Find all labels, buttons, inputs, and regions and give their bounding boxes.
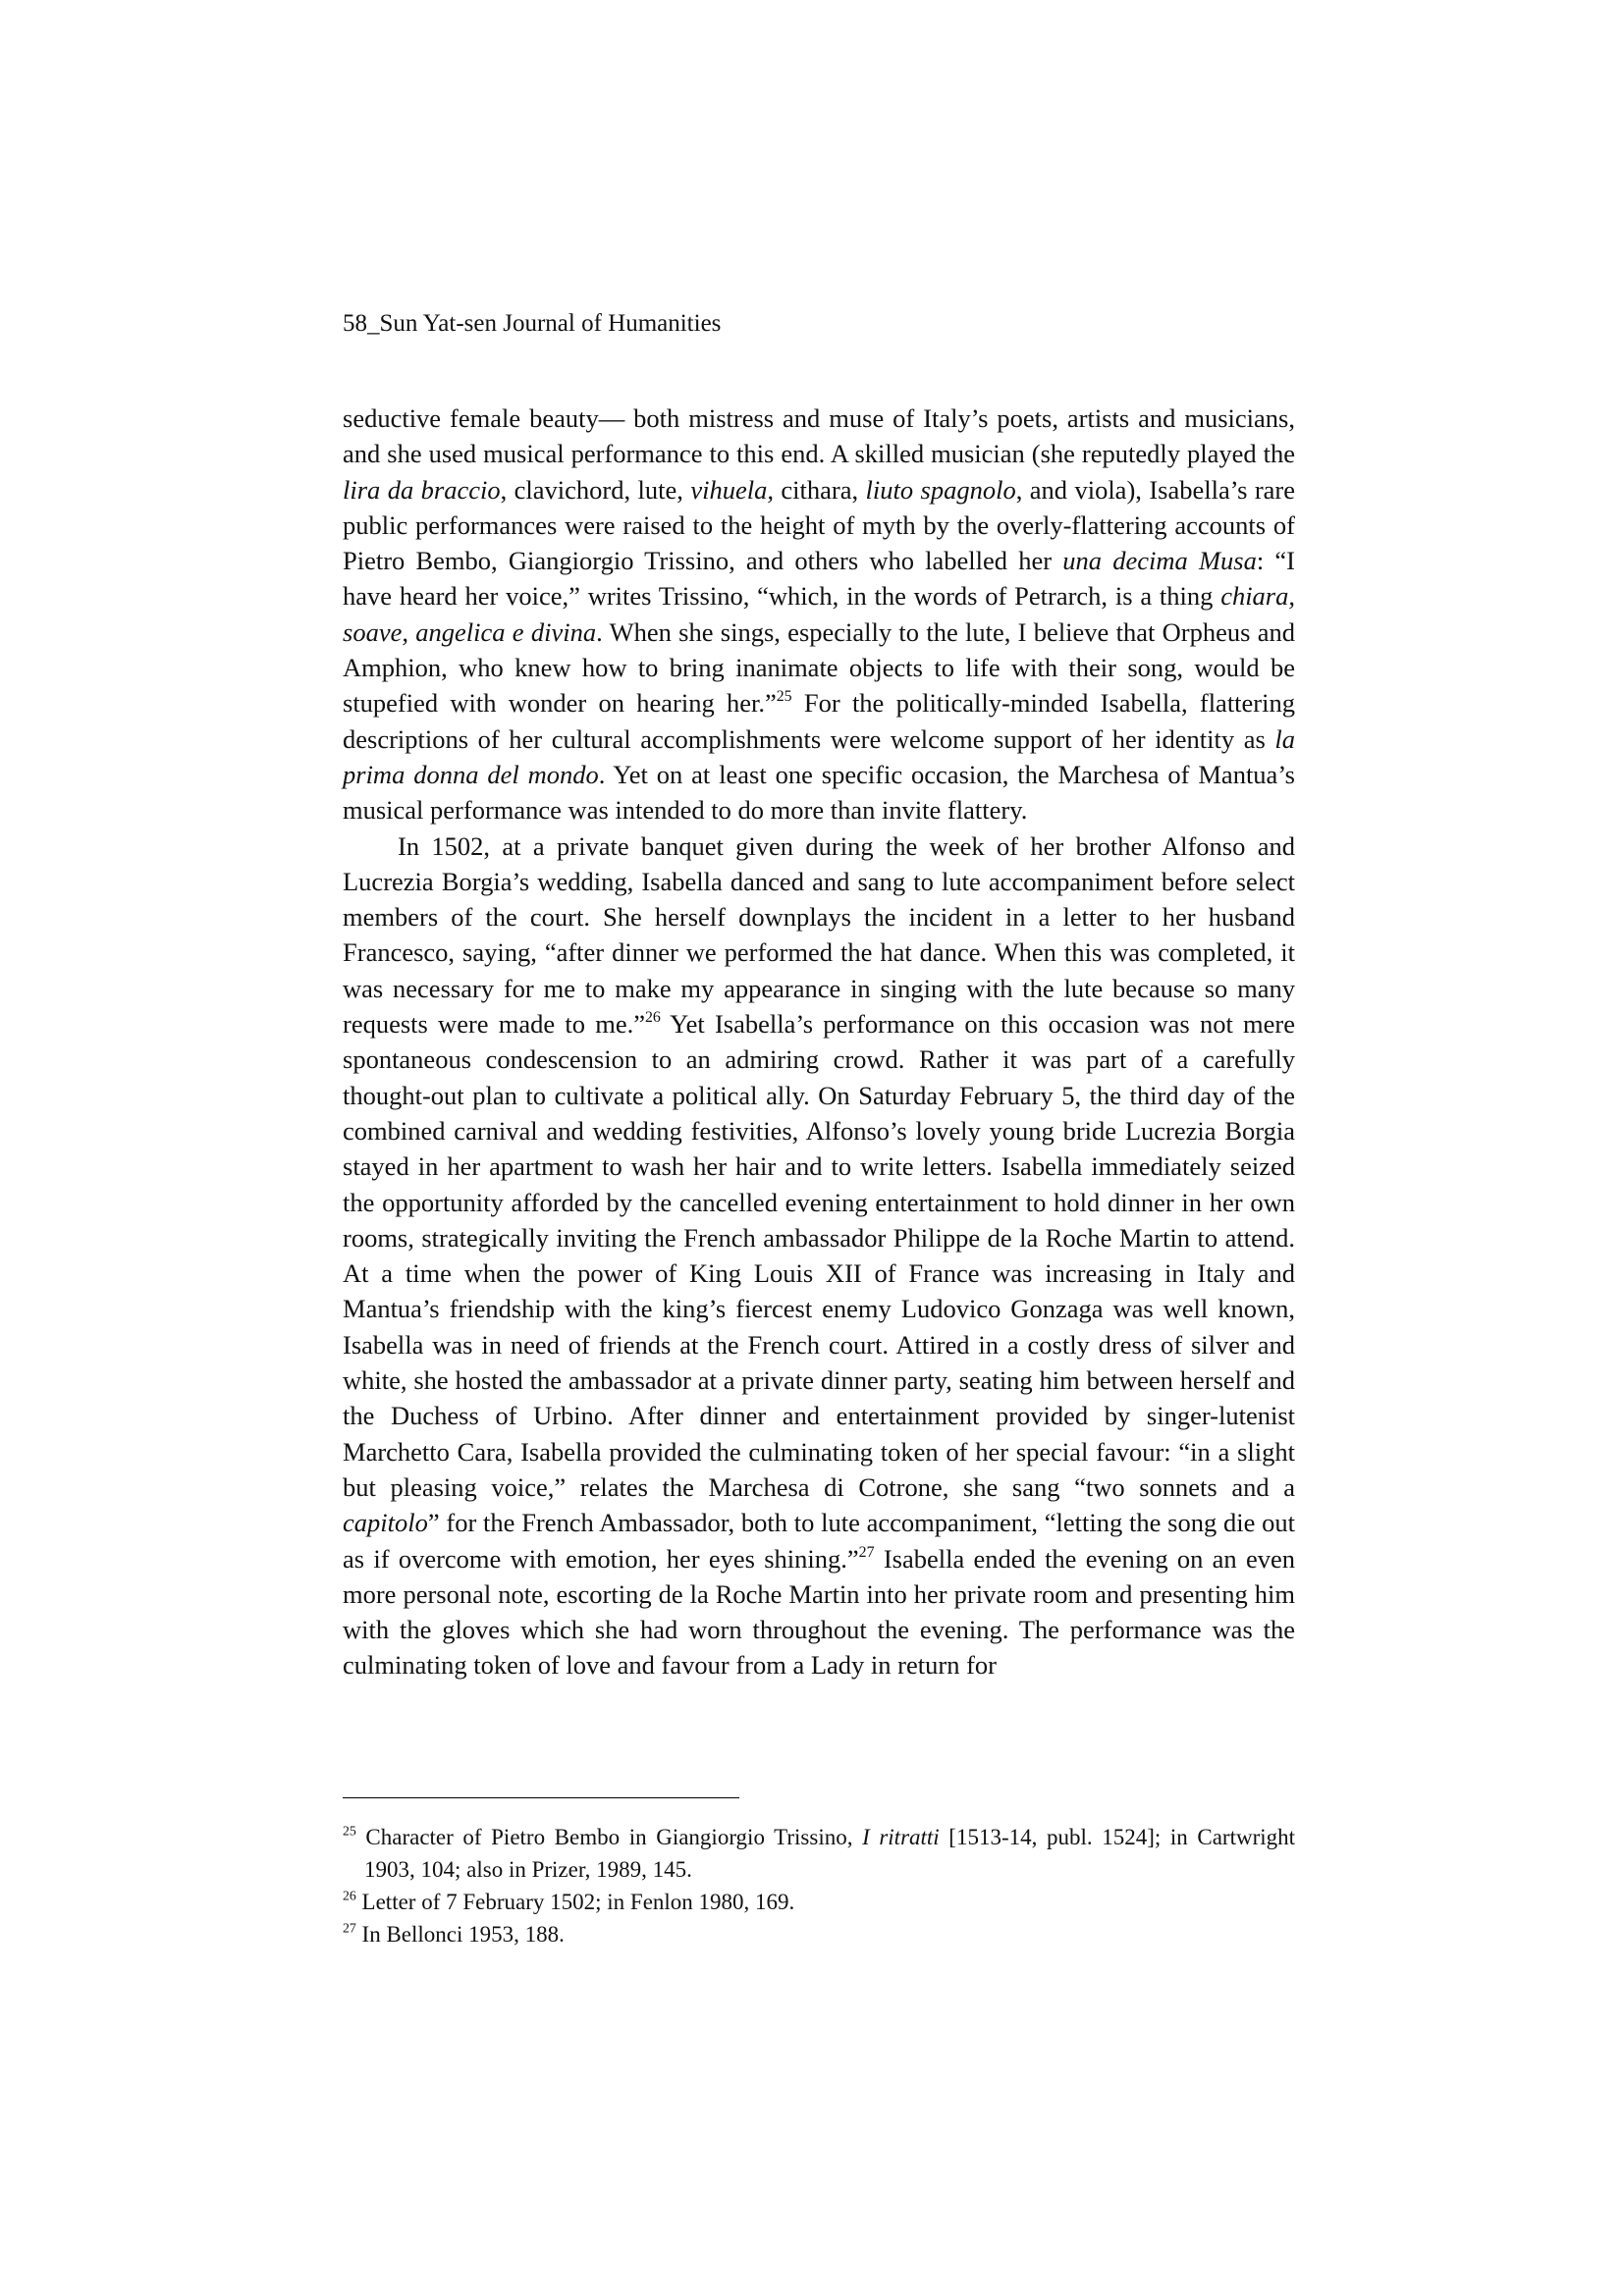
text-run: Isabella ended the evening on an even more personal note, escorting de la Roche Martin into her private room and presenting him with the gloves which she had worn throughout the evening. The performance was the culminating token of love and favour from a Lady in return for: [343, 1543, 1295, 1681]
footnote-ref: 25: [776, 688, 792, 706]
italic-run: capitolo: [343, 1508, 428, 1538]
footnote-separator: [343, 1797, 739, 1798]
paragraph: [343, 400, 1295, 828]
text-run: . Yet on at least one specific occasion, the Marchesa of Mantua’s musical performance was intended to do more than invite flattery.: [343, 759, 1295, 826]
text-run: For the politically-minded Isabella, flattering descriptions of her cultural accomplishments were welcome support of her identity as: [343, 688, 1295, 754]
text-run: : “I have heard her voice,” writes Trissino, “which, in the words of Petrarch, is a thing: [343, 546, 1295, 612]
italic-run: I ritratti: [862, 1825, 940, 1849]
footnote-ref: 25: [343, 1823, 356, 1839]
text-run: , clavichord, lute,: [500, 474, 691, 505]
text-run: In Bellonci 1953, 188.: [355, 1922, 565, 1947]
text-run: seductive female beauty— both mistress and muse of Italy’s poets, artists and musicians, and she used musical performance to this end. A skilled musician (she reputedly played the: [343, 403, 1295, 469]
italic-run: la prima donna del mondo: [343, 723, 1295, 789]
text-run: Letter of 7 February 1502; in Fenlon 1980, 169.: [355, 1890, 795, 1914]
footnote: [343, 1821, 1295, 1886]
footnotes: [343, 1821, 1295, 1950]
running-head: 58_Sun Yat-sen Journal of Humanities: [343, 310, 722, 337]
footnote-ref: 27: [343, 1920, 356, 1936]
body-text: [343, 400, 1295, 1683]
footnote: [343, 1918, 1295, 1950]
text-run: Yet Isabella’s performance on this occasion was not mere spontaneous condescension to an admiring crowd. Rather it was part of a carefully thought-out plan to cultivate a political ally. On Saturday February 5, the third day of the combined carnival and wedding festivities, Alfonso’s lovely young bride Lucrezia Borgia stayed in her apartment to wash her hair and to write letters. Isabella immediately seized the opportunity afforded by the cancelled evening entertainment to hold dinner in her own rooms, strategically inviting the French ambassador Philippe de la Roche Martin to attend. At a time when the power of King Louis XII of France was increasing in Italy and Mantua’s friendship with the king’s fiercest enemy Ludovico Gonzaga was well known, Isabella was in need of friends at the French court. Attired in a costly dress of silver and white, she hosted the ambassador at a private dinner party, seating him between herself and the Duchess of Urbino. After dinner and entertainment provided by singer-lutenist Marchetto Cara, Isabella provided the culminating token of her special favour: “in a slight but pleasing voice,” relates the Marchesa di Cotrone, she sang “two sonnets and a: [343, 1009, 1295, 1502]
italic-run: lira da braccio: [343, 474, 501, 505]
text-run: ” for the French Ambassador, both to lute accompaniment, “letting the song die out as if overcome with emotion, her eyes shining.”: [343, 1508, 1295, 1574]
footnote-ref: 26: [343, 1888, 356, 1903]
paragraph: [343, 828, 1295, 1683]
italic-run: liuto spagnolo: [865, 474, 1016, 505]
footnote-ref: 27: [858, 1543, 875, 1561]
text-run: cithara,: [773, 474, 866, 505]
text-run: Character of Pietro Bembo in Giangiorgio Trissino,: [355, 1825, 863, 1849]
text-run: , and viola), Isabella’s rare public performances were raised to the height of myth by the overly-flattering accounts of Pietro Bembo, Giangiorgio Trissino, and others who labelled her: [343, 474, 1295, 576]
footnote: [343, 1886, 1295, 1918]
italic-run: una decima Musa: [1062, 546, 1257, 576]
text-run: [1513-14, publ. 1524]; in Cartwright 1903, 104; also in Prizer, 1989, 145.: [364, 1825, 1296, 1882]
italic-run: chiara, soave, angelica e divina: [343, 581, 1295, 647]
italic-run: vihuela,: [690, 474, 774, 505]
footnote-ref: 26: [644, 1008, 661, 1026]
text-run: . When she sings, especially to the lute, I believe that Orpheus and Amphion, who knew how to bring inanimate objects to life with their song, would be stupefied with wonder on hearing her.”: [343, 616, 1296, 719]
text-run: In 1502, at a private banquet given during the week of her brother Alfonso and Lucrezia Borgia’s wedding, Isabella danced and sang to lute accompaniment before select members of the court. She herself downplays the incident in a letter to her husband Francesco, saying, “after dinner we performed the hat dance. When this was completed, it was necessary for me to make my appearance in singing with the lute because so many requests were made to me.”: [343, 830, 1295, 1040]
